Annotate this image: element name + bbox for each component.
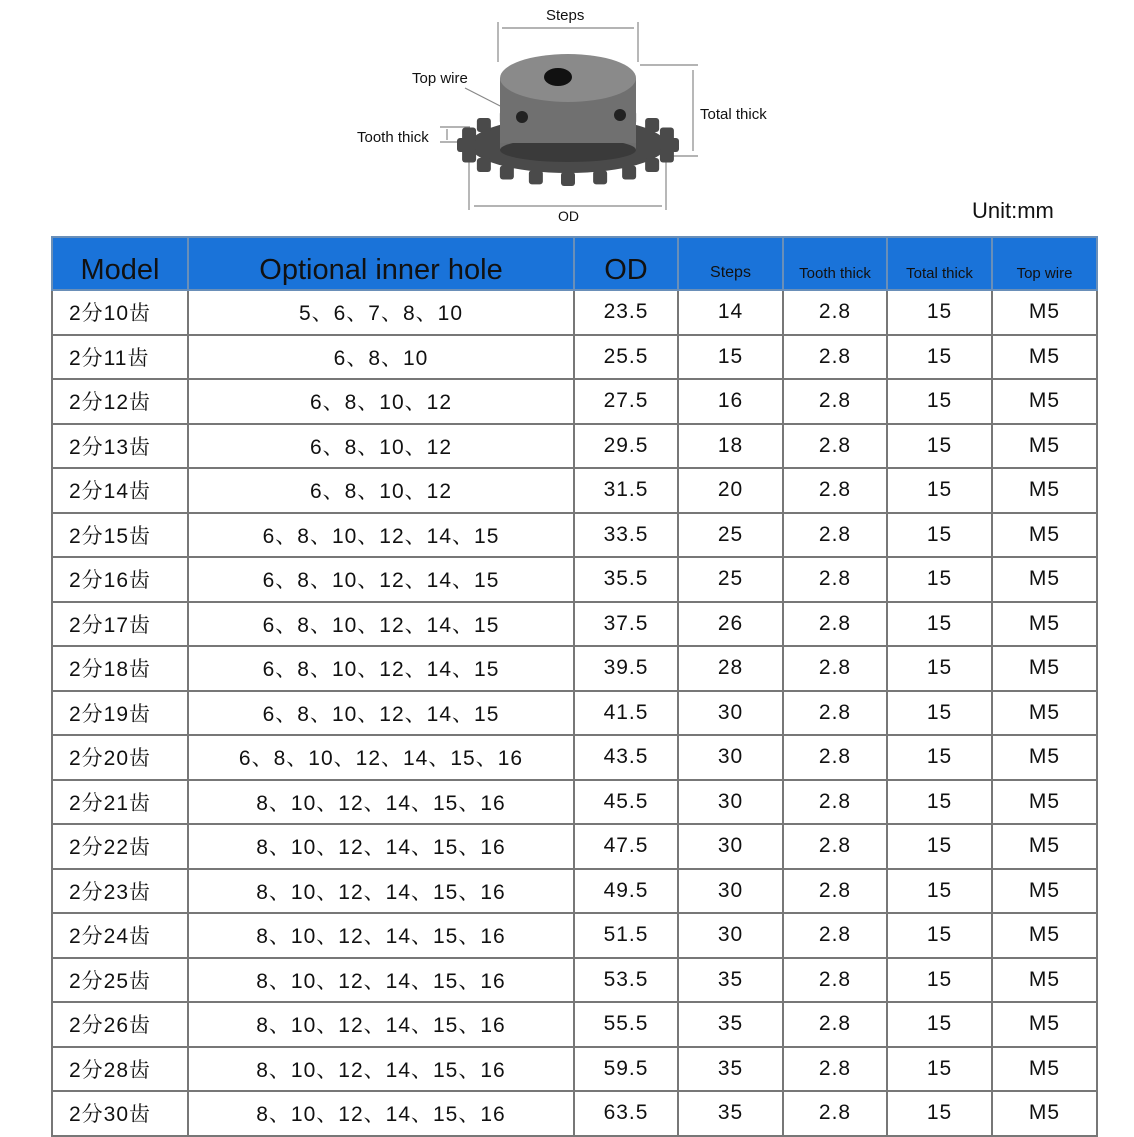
table-row	[52, 646, 1097, 691]
cell-model: 2分18齿	[52, 646, 188, 691]
cell-top-wire: M5	[992, 735, 1097, 780]
cell-od: 55.5	[574, 1002, 678, 1047]
cell-inner-hole: 5、6、7、8、10	[188, 290, 574, 335]
table-header-row	[52, 237, 1097, 290]
cell-total-thick: 15	[887, 379, 992, 424]
sprocket-diagram	[0, 0, 1134, 230]
cell-steps: 26	[678, 602, 783, 647]
table-row	[52, 379, 1097, 424]
cell-total-thick: 15	[887, 557, 992, 602]
cell-od: 39.5	[574, 646, 678, 691]
table-row	[52, 958, 1097, 1003]
cell-tooth-thick: 2.8	[783, 913, 887, 958]
cell-top-wire: M5	[992, 691, 1097, 736]
cell-tooth-thick: 2.8	[783, 379, 887, 424]
cell-model: 2分19齿	[52, 691, 188, 736]
cell-steps: 15	[678, 335, 783, 380]
cell-top-wire: M5	[992, 913, 1097, 958]
cell-od: 35.5	[574, 557, 678, 602]
unit-label: Unit:mm	[972, 198, 1054, 223]
cell-tooth-thick: 2.8	[783, 691, 887, 736]
cell-model: 2分17齿	[52, 602, 188, 647]
cell-inner-hole: 6、8、10、12	[188, 468, 574, 513]
cell-tooth-thick: 2.8	[783, 602, 887, 647]
total-thick-label: Total thick	[700, 106, 767, 123]
cell-top-wire: M5	[992, 869, 1097, 914]
cell-od: 43.5	[574, 735, 678, 780]
cell-tooth-thick: 2.8	[783, 1091, 887, 1136]
cell-top-wire: M5	[992, 958, 1097, 1003]
cell-steps: 35	[678, 1091, 783, 1136]
table-row	[52, 1002, 1097, 1047]
cell-steps: 20	[678, 468, 783, 513]
header-top-wire: Top wire	[992, 237, 1097, 290]
cell-steps: 18	[678, 424, 783, 469]
cell-inner-hole: 8、10、12、14、15、16	[188, 958, 574, 1003]
cell-steps: 35	[678, 1047, 783, 1092]
cell-total-thick: 15	[887, 869, 992, 914]
table-row	[52, 335, 1097, 380]
cell-steps: 16	[678, 379, 783, 424]
cell-total-thick: 15	[887, 468, 992, 513]
cell-total-thick: 15	[887, 1047, 992, 1092]
table-row	[52, 468, 1097, 513]
cell-steps: 35	[678, 1002, 783, 1047]
cell-tooth-thick: 2.8	[783, 1002, 887, 1047]
table-row	[52, 290, 1097, 335]
cell-total-thick: 15	[887, 1091, 992, 1136]
cell-tooth-thick: 2.8	[783, 468, 887, 513]
cell-model: 2分21齿	[52, 780, 188, 825]
sprocket-image	[457, 54, 679, 186]
cell-total-thick: 15	[887, 913, 992, 958]
table-row	[52, 913, 1097, 958]
cell-tooth-thick: 2.8	[783, 290, 887, 335]
cell-inner-hole: 8、10、12、14、15、16	[188, 869, 574, 914]
cell-od: 27.5	[574, 379, 678, 424]
cell-total-thick: 15	[887, 335, 992, 380]
cell-model: 2分23齿	[52, 869, 188, 914]
cell-inner-hole: 8、10、12、14、15、16	[188, 1002, 574, 1047]
table-row	[52, 1047, 1097, 1092]
cell-steps: 28	[678, 646, 783, 691]
cell-tooth-thick: 2.8	[783, 646, 887, 691]
cell-top-wire: M5	[992, 646, 1097, 691]
cell-inner-hole: 6、8、10、12	[188, 424, 574, 469]
cell-steps: 30	[678, 691, 783, 736]
cell-model: 2分25齿	[52, 958, 188, 1003]
cell-total-thick: 15	[887, 691, 992, 736]
cell-total-thick: 15	[887, 1002, 992, 1047]
cell-tooth-thick: 2.8	[783, 335, 887, 380]
cell-steps: 14	[678, 290, 783, 335]
cell-top-wire: M5	[992, 1002, 1097, 1047]
cell-tooth-thick: 2.8	[783, 869, 887, 914]
cell-steps: 25	[678, 513, 783, 558]
table-row	[52, 602, 1097, 647]
cell-od: 51.5	[574, 913, 678, 958]
table-row	[52, 780, 1097, 825]
table-row	[52, 869, 1097, 914]
cell-tooth-thick: 2.8	[783, 557, 887, 602]
cell-top-wire: M5	[992, 824, 1097, 869]
cell-top-wire: M5	[992, 1047, 1097, 1092]
cell-top-wire: M5	[992, 424, 1097, 469]
cell-od: 63.5	[574, 1091, 678, 1136]
cell-model: 2分13齿	[52, 424, 188, 469]
cell-steps: 30	[678, 869, 783, 914]
header-inner-hole: Optional inner hole	[188, 237, 574, 290]
cell-inner-hole: 6、8、10、12、14、15	[188, 602, 574, 647]
cell-od: 37.5	[574, 602, 678, 647]
header-od: OD	[574, 237, 678, 290]
cell-od: 53.5	[574, 958, 678, 1003]
cell-steps: 25	[678, 557, 783, 602]
cell-inner-hole: 8、10、12、14、15、16	[188, 1047, 574, 1092]
cell-total-thick: 15	[887, 290, 992, 335]
header-total-thick: Total thick	[887, 237, 992, 290]
table-row	[52, 424, 1097, 469]
cell-total-thick: 15	[887, 646, 992, 691]
cell-top-wire: M5	[992, 379, 1097, 424]
cell-od: 49.5	[574, 869, 678, 914]
cell-total-thick: 15	[887, 602, 992, 647]
cell-od: 29.5	[574, 424, 678, 469]
cell-od: 33.5	[574, 513, 678, 558]
tooth-thick-label: Tooth thick	[357, 129, 429, 146]
cell-inner-hole: 6、8、10、12	[188, 379, 574, 424]
cell-inner-hole: 8、10、12、14、15、16	[188, 824, 574, 869]
cell-top-wire: M5	[992, 335, 1097, 380]
cell-model: 2分16齿	[52, 557, 188, 602]
cell-steps: 30	[678, 913, 783, 958]
cell-steps: 35	[678, 958, 783, 1003]
cell-inner-hole: 6、8、10、12、14、15、16	[188, 735, 574, 780]
top-wire-label: Top wire	[412, 70, 468, 87]
cell-steps: 30	[678, 780, 783, 825]
cell-tooth-thick: 2.8	[783, 958, 887, 1003]
cell-inner-hole: 6、8、10、12、14、15	[188, 691, 574, 736]
cell-od: 45.5	[574, 780, 678, 825]
table-row	[52, 557, 1097, 602]
cell-total-thick: 15	[887, 513, 992, 558]
cell-inner-hole: 8、10、12、14、15、16	[188, 913, 574, 958]
cell-model: 2分26齿	[52, 1002, 188, 1047]
cell-total-thick: 15	[887, 958, 992, 1003]
od-label: OD	[558, 208, 579, 224]
cell-steps: 30	[678, 735, 783, 780]
cell-top-wire: M5	[992, 557, 1097, 602]
header-model: Model	[52, 237, 188, 290]
cell-tooth-thick: 2.8	[783, 824, 887, 869]
cell-total-thick: 15	[887, 780, 992, 825]
header-tooth-thick: Tooth thick	[783, 237, 887, 290]
cell-model: 2分10齿	[52, 290, 188, 335]
cell-total-thick: 15	[887, 824, 992, 869]
header-steps: Steps	[678, 237, 783, 290]
cell-model: 2分22齿	[52, 824, 188, 869]
spec-table	[51, 236, 1098, 1137]
cell-top-wire: M5	[992, 513, 1097, 558]
cell-tooth-thick: 2.8	[783, 424, 887, 469]
cell-inner-hole: 6、8、10、12、14、15	[188, 557, 574, 602]
cell-od: 25.5	[574, 335, 678, 380]
table-row	[52, 691, 1097, 736]
cell-top-wire: M5	[992, 290, 1097, 335]
cell-model: 2分14齿	[52, 468, 188, 513]
table-row	[52, 1091, 1097, 1136]
table-row	[52, 824, 1097, 869]
cell-od: 41.5	[574, 691, 678, 736]
cell-top-wire: M5	[992, 780, 1097, 825]
cell-inner-hole: 8、10、12、14、15、16	[188, 1091, 574, 1136]
cell-steps: 30	[678, 824, 783, 869]
cell-model: 2分15齿	[52, 513, 188, 558]
cell-inner-hole: 6、8、10	[188, 335, 574, 380]
table-row	[52, 513, 1097, 558]
cell-top-wire: M5	[992, 602, 1097, 647]
steps-label: Steps	[546, 7, 585, 24]
cell-inner-hole: 6、8、10、12、14、15	[188, 513, 574, 558]
cell-model: 2分30齿	[52, 1091, 188, 1136]
cell-model: 2分28齿	[52, 1047, 188, 1092]
cell-tooth-thick: 2.8	[783, 1047, 887, 1092]
cell-model: 2分20齿	[52, 735, 188, 780]
cell-total-thick: 15	[887, 735, 992, 780]
cell-od: 59.5	[574, 1047, 678, 1092]
cell-od: 47.5	[574, 824, 678, 869]
cell-tooth-thick: 2.8	[783, 735, 887, 780]
cell-top-wire: M5	[992, 468, 1097, 513]
table-row	[52, 735, 1097, 780]
cell-inner-hole: 6、8、10、12、14、15	[188, 646, 574, 691]
cell-model: 2分24齿	[52, 913, 188, 958]
cell-od: 23.5	[574, 290, 678, 335]
cell-tooth-thick: 2.8	[783, 513, 887, 558]
cell-total-thick: 15	[887, 424, 992, 469]
cell-model: 2分12齿	[52, 379, 188, 424]
cell-model: 2分11齿	[52, 335, 188, 380]
cell-top-wire: M5	[992, 1091, 1097, 1136]
cell-od: 31.5	[574, 468, 678, 513]
cell-inner-hole: 8、10、12、14、15、16	[188, 780, 574, 825]
cell-tooth-thick: 2.8	[783, 780, 887, 825]
